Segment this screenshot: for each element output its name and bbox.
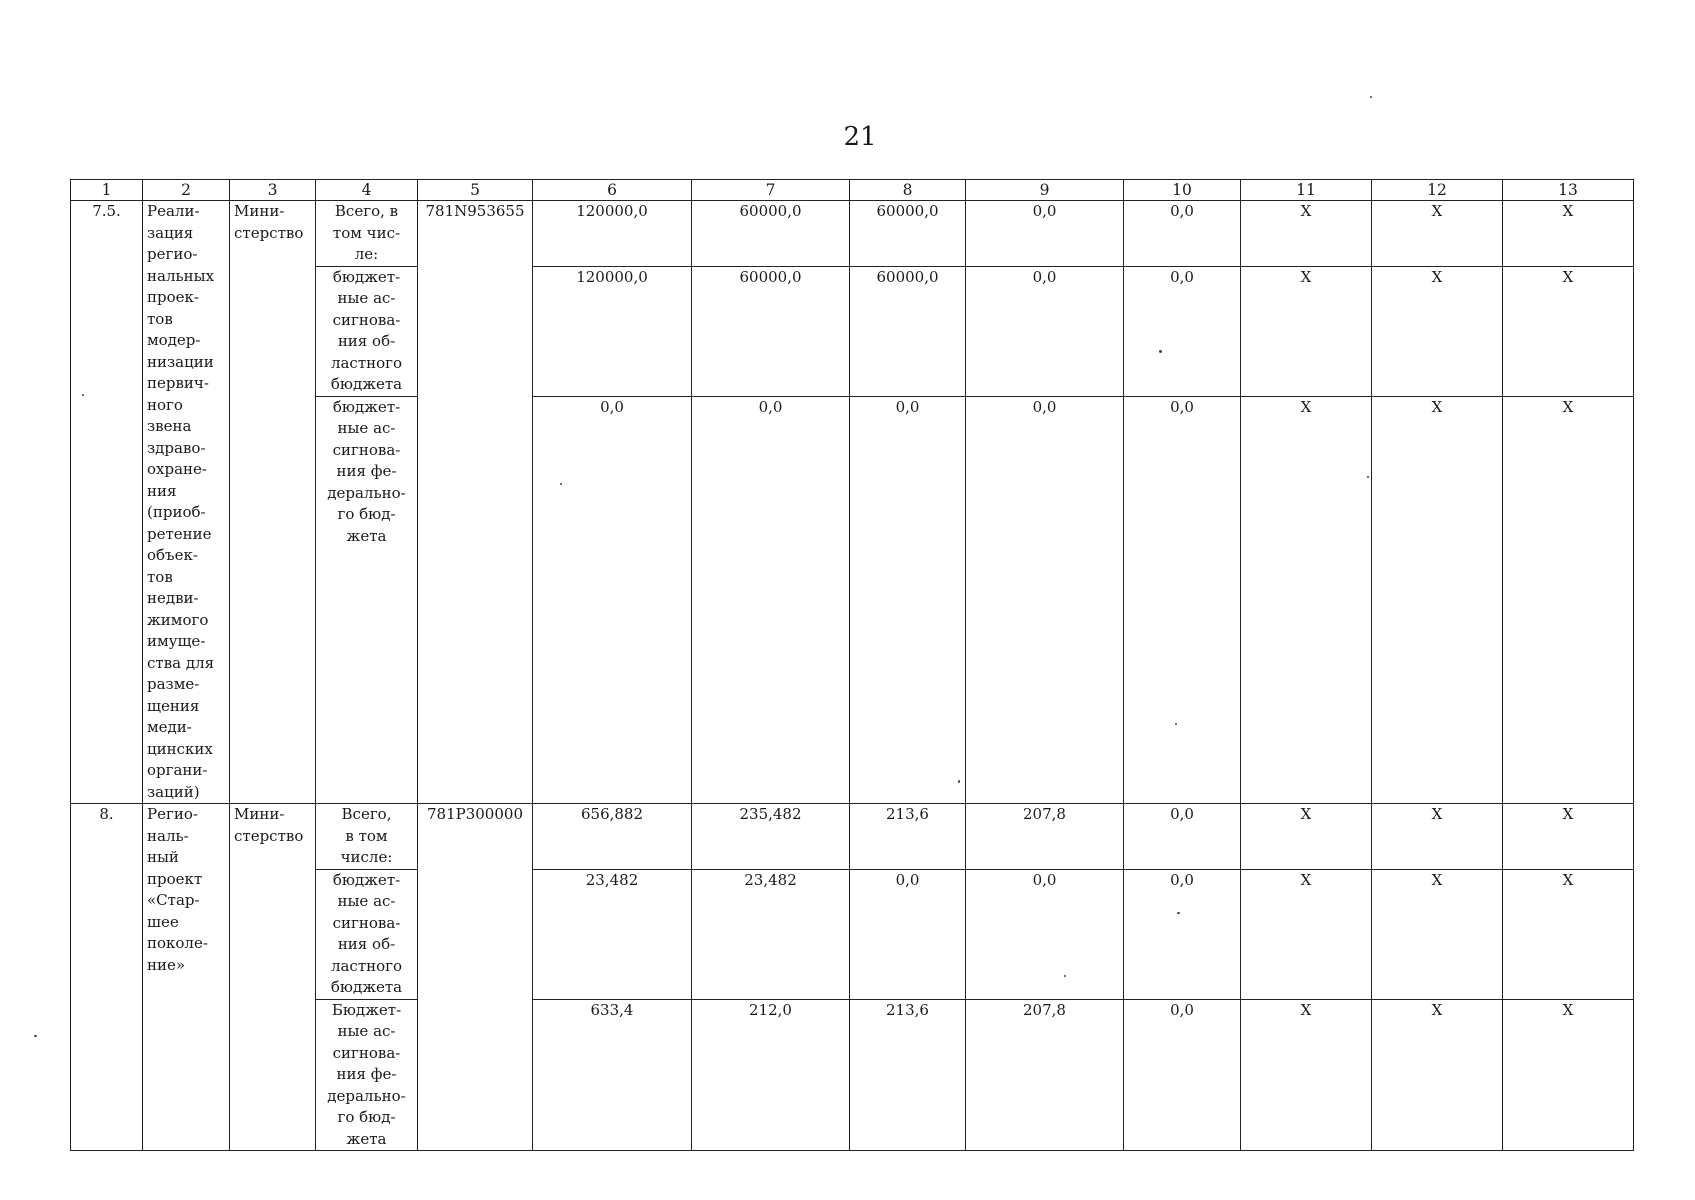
- scan-speck: [1177, 912, 1180, 914]
- scan-speck: [1367, 476, 1369, 478]
- column-header: 5: [418, 180, 533, 201]
- value-cell: 0,0: [1124, 999, 1241, 1151]
- value-cell: X: [1241, 201, 1372, 267]
- value-cell: 213,6: [850, 804, 966, 870]
- value-cell: 0,0: [966, 396, 1124, 803]
- value-cell: 213,6: [850, 999, 966, 1151]
- column-header-row: [71, 180, 1634, 201]
- value-cell: 0,0: [533, 396, 692, 803]
- value-cell: X: [1241, 266, 1372, 396]
- value-cell: X: [1372, 396, 1503, 803]
- funding-source-cell: бюджет- ные ас- сигнова- ния фе- дерально- го бюд- жета: [316, 396, 418, 803]
- funding-source-cell: Бюджет- ные ас- сигнова- ния фе- дерально- го бюд- жета: [316, 999, 418, 1151]
- value-cell: 120000,0: [533, 266, 692, 396]
- executor-cell: Мини- стерство: [230, 201, 316, 804]
- scan-speck: [1370, 96, 1372, 98]
- value-cell: 207,8: [966, 804, 1124, 870]
- value-cell: 0,0: [1124, 804, 1241, 870]
- item-number-cell: 8.: [71, 804, 143, 1151]
- value-cell: X: [1241, 869, 1372, 999]
- scan-speck: [958, 780, 960, 783]
- value-cell: X: [1241, 999, 1372, 1151]
- value-cell: X: [1372, 999, 1503, 1151]
- value-cell: 656,882: [533, 804, 692, 870]
- column-header: 4: [316, 180, 418, 201]
- column-header: 9: [966, 180, 1124, 201]
- value-cell: 0,0: [692, 396, 850, 803]
- value-cell: X: [1503, 201, 1634, 267]
- value-cell: 0,0: [1124, 869, 1241, 999]
- value-cell: X: [1503, 396, 1634, 803]
- value-cell: 0,0: [1124, 396, 1241, 803]
- table-body: [71, 180, 1634, 1151]
- value-cell: X: [1372, 804, 1503, 870]
- budget-table: [70, 179, 1634, 1151]
- value-cell: 0,0: [966, 869, 1124, 999]
- column-header: 3: [230, 180, 316, 201]
- funding-source-cell: бюджет- ные ас- сигнова- ния об- ластного бюджета: [316, 266, 418, 396]
- value-cell: 207,8: [966, 999, 1124, 1151]
- funding-source-cell: Всего, в том числе:: [316, 804, 418, 870]
- value-cell: 633,4: [533, 999, 692, 1151]
- value-cell: 23,482: [533, 869, 692, 999]
- scan-speck: [34, 1035, 37, 1037]
- value-cell: X: [1503, 999, 1634, 1151]
- executor-cell: Мини- стерство: [230, 804, 316, 1151]
- column-header: 11: [1241, 180, 1372, 201]
- scan-speck: [1159, 350, 1162, 353]
- value-cell: 23,482: [692, 869, 850, 999]
- item-number-cell: 7.5.: [71, 201, 143, 804]
- value-cell: 120000,0: [533, 201, 692, 267]
- column-header: 6: [533, 180, 692, 201]
- value-cell: 0,0: [850, 869, 966, 999]
- column-header: 2: [143, 180, 230, 201]
- column-header: 13: [1503, 180, 1634, 201]
- scan-speck: [1064, 975, 1066, 977]
- value-cell: 235,482: [692, 804, 850, 870]
- value-cell: 212,0: [692, 999, 850, 1151]
- column-header: 8: [850, 180, 966, 201]
- value-cell: 0,0: [1124, 201, 1241, 267]
- column-header: 10: [1124, 180, 1241, 201]
- item-name-cell: Регио- наль- ный проект «Стар- шее поколе- ние»: [143, 804, 230, 1151]
- funding-source-cell: бюджет- ные ас- сигнова- ния об- ластного бюджета: [316, 869, 418, 999]
- table-row: [71, 201, 1634, 267]
- value-cell: X: [1372, 266, 1503, 396]
- budget-code-cell: 781N953655: [418, 201, 533, 804]
- value-cell: X: [1241, 396, 1372, 803]
- table-row: [71, 804, 1634, 870]
- value-cell: X: [1241, 804, 1372, 870]
- value-cell: X: [1372, 869, 1503, 999]
- page-number: 21: [843, 122, 877, 152]
- column-header: 1: [71, 180, 143, 201]
- column-header: 7: [692, 180, 850, 201]
- value-cell: X: [1503, 266, 1634, 396]
- funding-source-cell: Всего, в том чис- ле:: [316, 201, 418, 267]
- value-cell: 60000,0: [850, 201, 966, 267]
- value-cell: 0,0: [850, 396, 966, 803]
- value-cell: 0,0: [966, 266, 1124, 396]
- value-cell: 60000,0: [692, 201, 850, 267]
- value-cell: X: [1503, 804, 1634, 870]
- item-name-cell: Реали- зация регио- нальных проек- тов модер- низации первич- ного звена здраво- охране- ния (приоб- ретение объек- тов недви- жимого имуще- ства для разме- щения меди- цинских органи- заций): [143, 201, 230, 804]
- value-cell: 0,0: [1124, 266, 1241, 396]
- scan-speck: [560, 483, 562, 485]
- scan-speck: [1175, 723, 1177, 725]
- scan-speck: [82, 394, 84, 396]
- column-header: 12: [1372, 180, 1503, 201]
- value-cell: 60000,0: [850, 266, 966, 396]
- value-cell: X: [1372, 201, 1503, 267]
- budget-code-cell: 781P300000: [418, 804, 533, 1151]
- value-cell: 60000,0: [692, 266, 850, 396]
- value-cell: X: [1503, 869, 1634, 999]
- value-cell: 0,0: [966, 201, 1124, 267]
